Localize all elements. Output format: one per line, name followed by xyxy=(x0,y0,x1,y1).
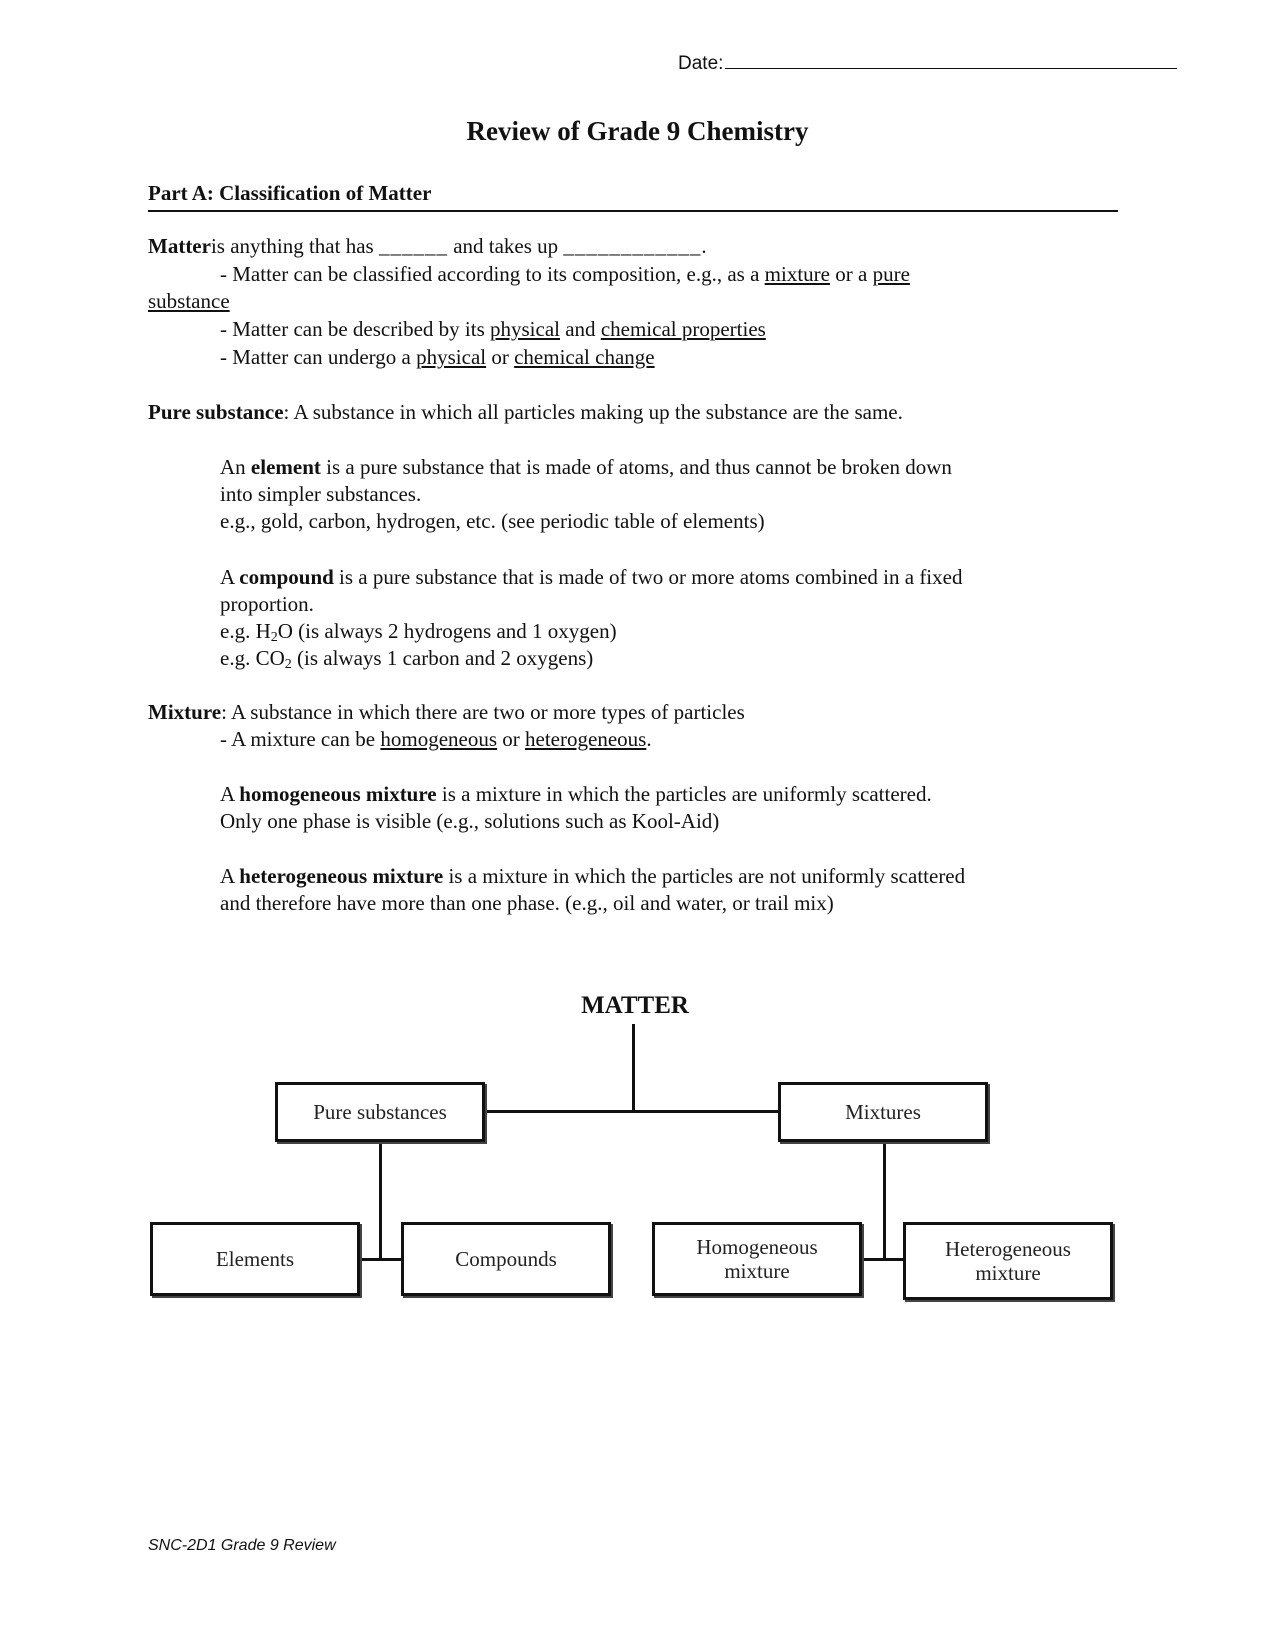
date-blank[interactable] xyxy=(725,50,1177,69)
matter-term: Matter xyxy=(148,234,211,258)
bullet-undergo: - Matter can undergo a physical or chemical change xyxy=(220,345,655,369)
heterogeneous-definition: A heterogeneous mixture is a mixture in which the particles are not uniformly scattered xyxy=(220,864,966,888)
element-definition-cont: into simpler substances. xyxy=(220,482,422,506)
box-homogeneous-mixture: Homogeneous mixture xyxy=(652,1222,862,1296)
pure-substance-definition: Pure substance: A substance in which all particles making up the substance are the same. xyxy=(148,400,903,424)
bullet-classified: - Matter can be classified according to its composition, e.g., as a mixture or a pure xyxy=(220,262,910,286)
connector-mixtures-trunk xyxy=(883,1142,886,1259)
mixture-definition: Mixture: A substance in which there are two or more types of particles xyxy=(148,700,745,724)
box-mixtures: Mixtures xyxy=(778,1082,988,1142)
connector-matter-trunk xyxy=(632,1024,635,1112)
bullet-described: - Matter can be described by its physical and chemical properties xyxy=(220,317,766,341)
homogeneous-definition-cont: Only one phase is visible (e.g., solutions such as Kool-Aid) xyxy=(220,809,720,833)
date-label: Date: xyxy=(678,53,724,74)
footer-course-code: SNC-2D1 Grade 9 Review xyxy=(148,1537,336,1554)
connector-mixtures-branch xyxy=(860,1258,905,1261)
heterogeneous-definition-cont: and therefore have more than one phase. (e.g., oil and water, or trail mix) xyxy=(220,891,834,915)
diagram-root-matter: MATTER xyxy=(581,992,689,1019)
matter-blank-2[interactable]: ____________ xyxy=(563,234,702,258)
compound-definition-cont: proportion. xyxy=(220,592,314,616)
element-examples: e.g., gold, carbon, hydrogen, etc. (see periodic table of elements) xyxy=(220,509,765,533)
connector-pure-branch xyxy=(359,1258,404,1261)
box-heterogeneous-mixture: Heterogeneous mixture xyxy=(903,1222,1113,1300)
box-elements: Elements xyxy=(150,1222,360,1296)
mixture-bullet: - A mixture can be homogeneous or heterogeneous. xyxy=(220,727,652,751)
homogeneous-definition: A homogeneous mixture is a mixture in which the particles are uniformly scattered. xyxy=(220,782,932,806)
page-title: Review of Grade 9 Chemistry xyxy=(466,116,809,146)
matter-blank-1[interactable]: ______ xyxy=(378,234,448,258)
compound-example-water: e.g. $H_2O$ (is always 2 hydrogens and 1 oxygen) xyxy=(220,619,617,645)
bullet-classified-cont: substance xyxy=(148,289,230,313)
box-pure-substances: Pure substances xyxy=(275,1082,485,1142)
element-definition: An element is a pure substance that is made of atoms, and thus cannot be broken down xyxy=(220,455,952,479)
compound-definition: A compound is a pure substance that is made of two or more atoms combined in a fixed xyxy=(220,565,963,589)
matter-definition: Matteris anything that has ______ and takes up ____________. xyxy=(148,234,707,258)
connector-matter-branch xyxy=(485,1110,781,1113)
part-a-heading: Part A: Classification of Matter xyxy=(148,181,1118,212)
date-field xyxy=(678,50,1177,75)
compound-example-co2: e.g. $CO_2$ (is always 1 carbon and 2 oxygens) xyxy=(220,646,594,672)
connector-pure-trunk xyxy=(379,1142,382,1259)
box-compounds: Compounds xyxy=(401,1222,611,1296)
